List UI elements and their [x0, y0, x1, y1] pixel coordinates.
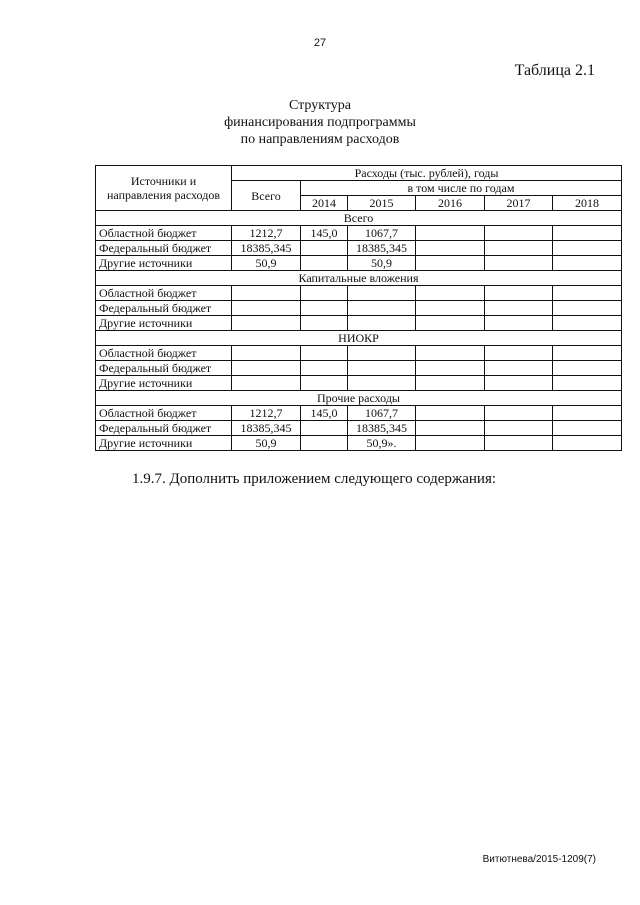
year-cell [348, 316, 416, 331]
year-cell [416, 241, 485, 256]
year-cell [553, 301, 622, 316]
table-row [96, 226, 622, 241]
year-cell [553, 361, 622, 376]
section-title: Всего [96, 211, 622, 226]
year-cell [301, 346, 348, 361]
year-cell [485, 316, 553, 331]
year-cell [416, 301, 485, 316]
source-cell: Областной бюджет [96, 226, 232, 241]
year-cell: 50,9 [348, 256, 416, 271]
year-cell: 145,0 [301, 406, 348, 421]
source-cell: Областной бюджет [96, 406, 232, 421]
table-row [96, 406, 622, 421]
year-cell [301, 316, 348, 331]
year-cell [416, 421, 485, 436]
year-cell [416, 406, 485, 421]
section-header-row [96, 391, 622, 406]
year-cell [416, 346, 485, 361]
table-row [96, 301, 622, 316]
header-total: Всего [232, 181, 301, 211]
year-cell [301, 286, 348, 301]
header-by-years: в том числе по годам [301, 181, 622, 196]
year-cell [416, 286, 485, 301]
year-cell [301, 256, 348, 271]
table-row [96, 256, 622, 271]
total-cell: 18385,345 [232, 241, 301, 256]
year-cell [348, 346, 416, 361]
year-cell: 18385,345 [348, 421, 416, 436]
table-row [96, 346, 622, 361]
year-cell [416, 376, 485, 391]
year-cell [553, 241, 622, 256]
closing-paragraph: 1.9.7. Дополнить приложением следующего содержания: [132, 471, 497, 487]
table-row [96, 361, 622, 376]
year-cell [485, 346, 553, 361]
year-cell [416, 256, 485, 271]
year-cell [301, 361, 348, 376]
table-row [96, 316, 622, 331]
source-cell: Областной бюджет [96, 286, 232, 301]
year-cell [348, 361, 416, 376]
total-cell [232, 361, 301, 376]
footer-document-code: Витютнева/2015-1209(7) [482, 854, 596, 865]
section-header-row [96, 211, 622, 226]
year-cell [416, 436, 485, 451]
year-cell [553, 421, 622, 436]
header-year: 2014 [301, 196, 348, 211]
source-cell: Областной бюджет [96, 346, 232, 361]
source-cell: Федеральный бюджет [96, 301, 232, 316]
total-cell: 1212,7 [232, 406, 301, 421]
source-cell: Другие источники [96, 316, 232, 331]
header-year: 2017 [485, 196, 553, 211]
year-cell: 18385,345 [348, 241, 416, 256]
year-cell [553, 226, 622, 241]
table-label: Таблица 2.1 [514, 62, 595, 79]
source-cell: Другие источники [96, 256, 232, 271]
year-cell [348, 376, 416, 391]
table-row [96, 376, 622, 391]
year-cell [485, 421, 553, 436]
year-cell [553, 256, 622, 271]
section-title: НИОКР [96, 331, 622, 346]
table-row [96, 241, 622, 256]
year-cell: 1067,7 [348, 226, 416, 241]
year-cell [485, 436, 553, 451]
year-cell [301, 436, 348, 451]
year-cell [485, 226, 553, 241]
source-cell: Федеральный бюджет [96, 361, 232, 376]
page-number: 27 [313, 37, 327, 49]
total-cell: 50,9 [232, 436, 301, 451]
year-cell [485, 361, 553, 376]
year-cell [485, 256, 553, 271]
total-cell [232, 346, 301, 361]
year-cell [301, 301, 348, 316]
year-cell [485, 406, 553, 421]
year-cell [553, 376, 622, 391]
year-cell [553, 316, 622, 331]
total-cell [232, 316, 301, 331]
year-cell [301, 421, 348, 436]
year-cell [301, 241, 348, 256]
year-cell [485, 376, 553, 391]
total-cell: 18385,345 [232, 421, 301, 436]
table-title-line-3: по направлениям расходов [240, 132, 400, 147]
year-cell [485, 286, 553, 301]
year-cell [348, 286, 416, 301]
table-title-line-2: финансирования подпрограммы [224, 115, 416, 130]
header-year: 2016 [416, 196, 485, 211]
year-cell [485, 301, 553, 316]
year-cell [553, 346, 622, 361]
year-cell: 50,9». [348, 436, 416, 451]
source-cell: Федеральный бюджет [96, 241, 232, 256]
section-title: Капитальные вложения [96, 271, 622, 286]
total-cell [232, 301, 301, 316]
total-cell [232, 376, 301, 391]
year-cell [416, 361, 485, 376]
header-sources: Источники и направления расходов [96, 166, 232, 211]
total-cell: 1212,7 [232, 226, 301, 241]
table-row [96, 421, 622, 436]
table-title-line-1: Структура [288, 98, 352, 113]
year-cell [485, 241, 553, 256]
table-row [96, 436, 622, 451]
year-cell [553, 436, 622, 451]
year-cell [301, 376, 348, 391]
source-cell: Другие источники [96, 436, 232, 451]
header-expenses: Расходы (тыс. рублей), годы [232, 166, 622, 181]
section-title: Прочие расходы [96, 391, 622, 406]
header-year: 2018 [553, 196, 622, 211]
source-cell: Другие источники [96, 376, 232, 391]
section-header-row [96, 331, 622, 346]
total-cell: 50,9 [232, 256, 301, 271]
section-header-row [96, 271, 622, 286]
header-year: 2015 [348, 196, 416, 211]
year-cell [348, 301, 416, 316]
year-cell [416, 226, 485, 241]
table-row [96, 286, 622, 301]
financing-table [95, 165, 622, 451]
source-cell: Федеральный бюджет [96, 421, 232, 436]
table-title [0, 97, 640, 148]
total-cell [232, 286, 301, 301]
year-cell: 145,0 [301, 226, 348, 241]
year-cell: 1067,7 [348, 406, 416, 421]
header-row-1 [96, 166, 622, 181]
year-cell [416, 316, 485, 331]
year-cell [553, 406, 622, 421]
year-cell [553, 286, 622, 301]
